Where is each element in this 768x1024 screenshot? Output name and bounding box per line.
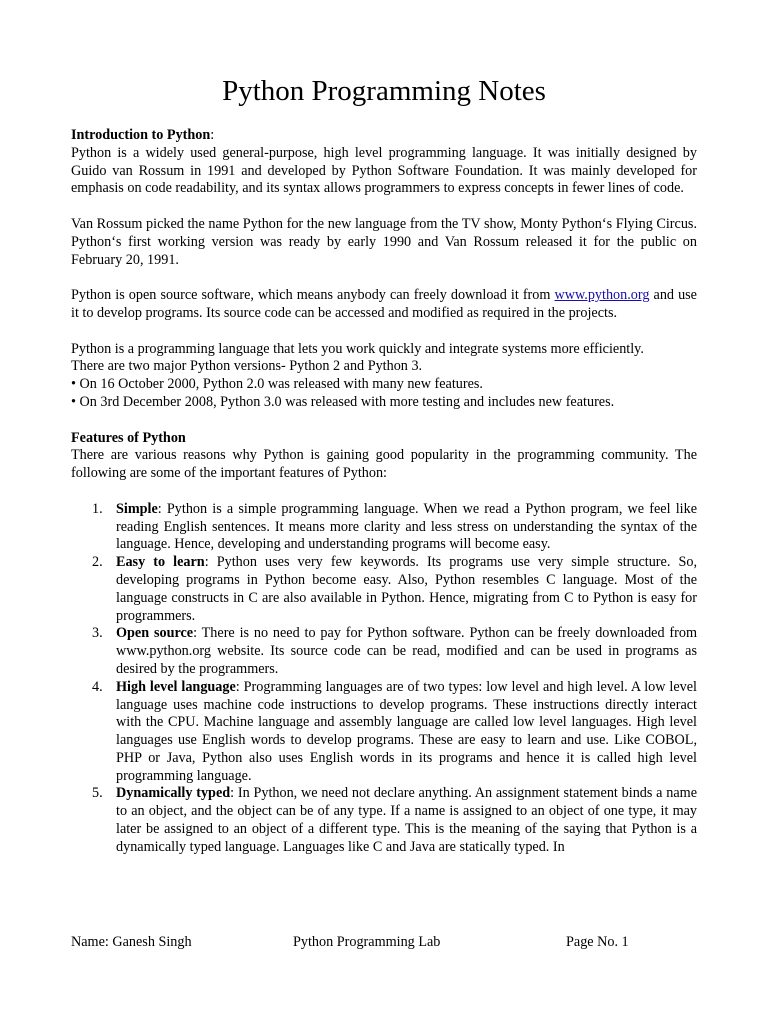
intro-heading-line — [71, 127, 697, 145]
spacer — [71, 269, 697, 287]
feature-item — [71, 625, 697, 678]
intro-paragraph-3 — [71, 287, 697, 323]
page-title: Python Programming Notes — [222, 75, 546, 107]
p3-text-after: and use it to develop programs. Its source code can be accessed and modified as required in the projects. — [71, 287, 697, 321]
footer-lab-title: Python Programming Lab — [293, 934, 441, 950]
intro-heading-colon: : — [210, 127, 215, 143]
feature-item — [71, 554, 697, 625]
intro-paragraph-4-line-1: Python is a programming language that lets you work quickly and integrate systems more efficiently. — [71, 340, 644, 357]
feature-item — [71, 501, 697, 554]
feature-description: : Programming languages are of two types: low level and high level. A low level language uses machine code instructions to develop programs. These instructions directly interact with the CPU. Machine language and assembly language are called low level languages. High level languages use English words to develop programs. These are easy to learn and use. Like COBOL, PHP or Java, Python also uses English words in its programs and hence it is called high level programming language. — [116, 678, 697, 784]
spacer — [71, 323, 697, 341]
feature-description: : In Python, we need not declare anything. An assignment statement binds a name to an object, and the object can be of any type. If a name is assigned to an object of one type, it may later be assigned to an object of a different type. This is the meaning of the saying that Python is a dynamically typed language. Languages like C and Java are statically typed. In — [116, 785, 697, 855]
feature-item — [71, 785, 697, 856]
features-list — [71, 501, 697, 857]
python-org-link[interactable]: www.python.org — [554, 287, 650, 304]
feature-term: Dynamically typed — [116, 785, 231, 802]
document-page — [71, 0, 697, 1024]
feature-number: 5. — [92, 785, 103, 802]
p3-text-before: Python is open source software, which means anybody can freely download it from — [71, 287, 555, 304]
intro-paragraph-4-line-2: There are two major Python versions- Python 2 and Python 3. — [71, 358, 423, 375]
intro-paragraph-2: Van Rossum picked the name Python for the new language from the TV show, Monty Python‘s Flying Circus. Python‘s first working version was ready by early 1990 and Van Rossum released it for the public on February 20, 1991. — [71, 215, 697, 268]
feature-term: Easy to learn — [116, 554, 205, 571]
footer-author-name: Name: Ganesh Singh — [71, 934, 192, 950]
intro-heading: Introduction to Python — [71, 127, 211, 143]
feature-number: 1. — [92, 500, 103, 517]
spacer — [71, 198, 697, 216]
feature-number: 4. — [92, 678, 103, 695]
feature-term: Open source — [116, 625, 194, 642]
feature-item — [71, 679, 697, 786]
features-heading: Features of Python — [71, 429, 186, 446]
spacer — [71, 483, 697, 501]
footer-page-number: Page No. 1 — [566, 934, 629, 950]
feature-description: : Python uses very few keywords. Its programs use very simple structure. So, developing programs in Python become easy. Also, Python resembles C language. Most of the language constructs in C are also available in Python. Hence, migrating from C to Python is easy for programmers. — [116, 554, 697, 624]
feature-description: : There is no need to pay for Python software. Python can be freely downloaded from www.python.org website. Its source code can be read, modified and can be used in programs as desired by the programmers. — [116, 625, 697, 677]
features-intro: There are various reasons why Python is gaining good popularity in the programming community. The following are some of the important features of Python: — [71, 447, 697, 482]
feature-number: 3. — [92, 625, 103, 642]
version-bullet-2: • On 3rd December 2008, Python 3.0 was released with more testing and includes new features. — [71, 393, 615, 410]
document-body — [71, 127, 697, 857]
spacer — [71, 412, 697, 430]
version-bullet-1: • On 16 October 2000, Python 2.0 was released with many new features. — [71, 376, 483, 393]
feature-description: : Python is a simple programming language. When we read a Python program, we feel like reading English sentences. It means more clarity and less stress on understanding the syntax of the language. Hence, developing and understanding programs will become easy. — [116, 500, 697, 553]
feature-number: 2. — [92, 554, 103, 571]
feature-term: Simple — [116, 500, 158, 517]
intro-paragraph-1: Python is a widely used general-purpose, high level programming language. It was initially designed by Guido van Rossum in 1991 and developed by Python Software Foundation. It was mainly developed for emphasis on code readability, and its syntax allows programmers to express concepts in fewer lines of code. — [71, 144, 697, 197]
feature-term: High level language — [116, 678, 236, 695]
